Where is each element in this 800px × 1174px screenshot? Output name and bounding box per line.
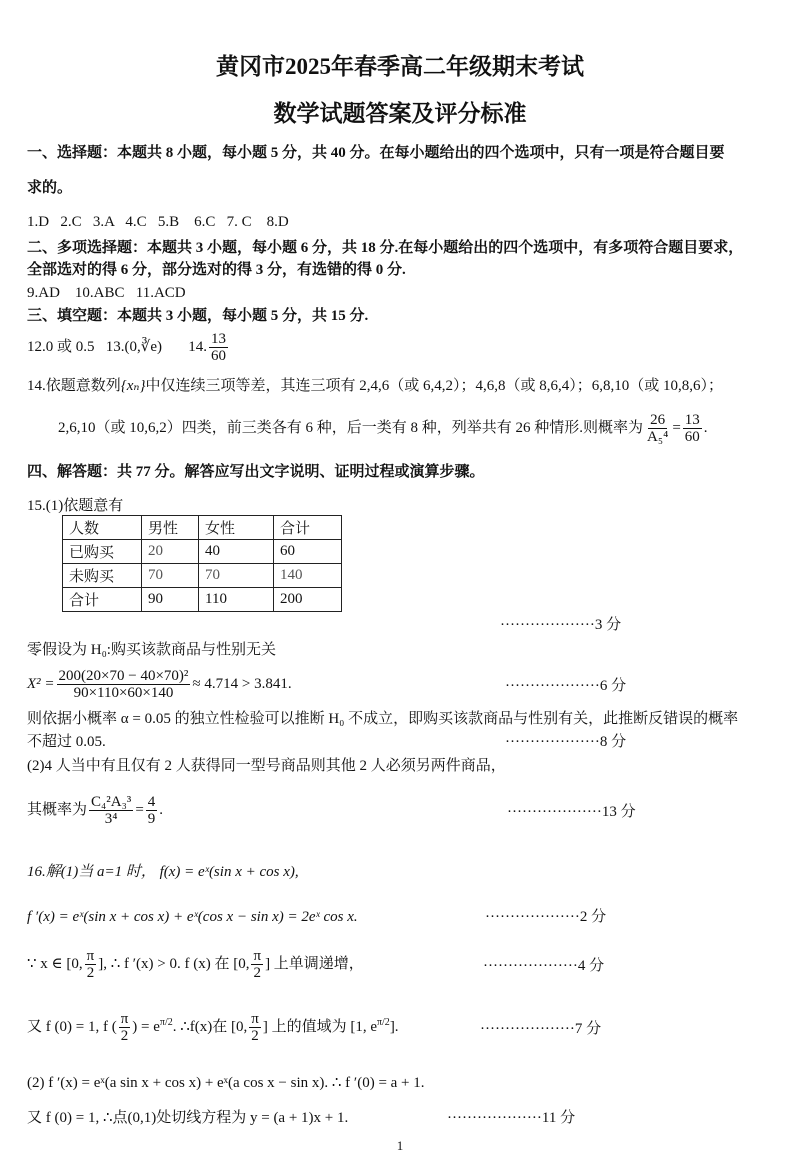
section2-heading: 二、多项选择题：本题共 3 小题，每小题 6 分，共 18 分.在每小题给出的四个选项中，有多项符合题目要求， bbox=[27, 240, 744, 256]
q14-explanation-line2: 2,6,10（或 10,6,2）四类，前三类各有 6 种，后一类有 8 种，列举共有 26 种情形.则概率为 $\frac{26}{\text{A₅⁴}}$ = $\frac{13}{60}$ . bbox=[58, 412, 708, 445]
q15-part2: (2)4 人当中有且仅有 2 人获得同一型号商品则其他 2 人必须另两件商品， bbox=[27, 758, 506, 774]
section1-heading-cont: 求的。 bbox=[27, 180, 73, 196]
chi-square-formula: X² = $\frac{\text{200(20×70 − 40×70)²}}{90\times 110\times 60\times 140}$ ≈ 4.714 > 3.841. bbox=[27, 668, 292, 701]
table-row: 已购买 20 40 60 bbox=[63, 540, 342, 564]
fraction: $\frac{13}{60}$ bbox=[684, 412, 700, 445]
score-13: ···················13 分 bbox=[507, 804, 636, 820]
probability-formula: 其概率为 $\frac{\text{C₄²A₃³}}{\text{3⁴}}$ = $\frac{4}{9}$ . bbox=[27, 794, 164, 827]
page-number: 1 bbox=[396, 1138, 404, 1153]
section3-heading: 三、填空题：本题共 3 小题，每小题 5 分，共 15 分. bbox=[27, 308, 369, 324]
contingency-table bbox=[62, 515, 342, 612]
fraction: $\frac{4}{9}$ bbox=[147, 794, 156, 827]
document-subtitle: 数学试题答案及评分标准 bbox=[273, 101, 527, 126]
score-8: ···················8 分 bbox=[505, 734, 627, 750]
answer-12: 12.0 或 0.5 bbox=[27, 338, 95, 355]
section1-heading: 一、选择题：本题共 8 小题，每小题 5 分，共 40 分。在每小题给出的四个选项中，只有一项是符合题目要 bbox=[27, 145, 725, 161]
table-row: 未购买 70 70 140 bbox=[63, 564, 342, 588]
fraction: $\frac{\pi}{2}$ bbox=[120, 1011, 129, 1044]
section3-answers bbox=[27, 331, 230, 364]
section2-answers: 9.AD 10.ABC 11.ACD bbox=[27, 285, 186, 301]
score-4: ···················4 分 bbox=[483, 958, 605, 974]
q16-line1: 16.解(1)当 a=1 时， f(x) = eˣ(sin x + cos x), bbox=[27, 864, 299, 880]
fraction: $\frac{26}{\text{A₅⁴}}$ bbox=[647, 412, 669, 445]
answer-14: 14. bbox=[188, 338, 207, 355]
fraction: $\frac{\text{C₄²A₃³}}{\text{3⁴}}$ bbox=[91, 794, 132, 827]
score-11: ···················11 分 bbox=[447, 1110, 576, 1126]
answer-13: 13.(0,∛e) bbox=[105, 338, 162, 355]
q16-line2: f ′(x) = eˣ(sin x + cos x) + eˣ(cos x − sin x) = 2eˣ cos x. bbox=[27, 909, 358, 925]
null-hypothesis: 零假设为 H₀:购买该款商品与性别无关 bbox=[27, 642, 276, 658]
q16-line5: (2) f ′(x) = eˣ(a sin x + cos x) + eˣ(a cos x − sin x). ∴ f ′(0) = a + 1. bbox=[27, 1075, 425, 1091]
score-7: ···················7 分 bbox=[480, 1021, 602, 1037]
q15-intro: 15.(1)依题意有 bbox=[27, 498, 124, 514]
fraction: $\frac{\text{200(20×70 − 40×70)²}}{90\times 110\times 60\times 140}$ bbox=[58, 668, 189, 701]
section2-heading-cont: 全部选对的得 6 分，部分选对的得 3 分，有选错的得 0 分. bbox=[27, 262, 406, 278]
q14-explanation-line1: 14.依题意数列{xₙ}中仅连续三项等差，其连三项有 2,4,6（或 6,4,2）；4,6,8（或 8,6,4）；6,8,10（或 10,8,6）； bbox=[27, 378, 724, 394]
answer-14-fraction: $\frac{13}{60}$ bbox=[210, 331, 226, 364]
table-row: 人数 男性 女性 合计 bbox=[63, 516, 342, 540]
q16-line6: 又 f (0) = 1, ∴点(0,1)处切线方程为 y = (a + 1)x + 1. bbox=[27, 1110, 349, 1126]
conclusion-line2: 不超过 0.05. bbox=[27, 734, 106, 750]
score-6: ···················6 分 bbox=[505, 678, 627, 694]
table-row: 合计 90 110 200 bbox=[63, 588, 342, 612]
section4-heading: 四、解答题：共 77 分。解答应写出文字说明、证明过程或演算步骤。 bbox=[27, 464, 485, 480]
section1-answers: 1.D 2.C 3.A 4.C 5.B 6.C 7. C 8.D bbox=[27, 214, 289, 230]
fraction: $\frac{\pi}{2}$ bbox=[251, 1011, 259, 1044]
score-2: ···················2 分 bbox=[485, 909, 607, 925]
fraction: $\frac{\pi}{2}$ bbox=[253, 948, 262, 981]
q16-line3: ∵ x ∈ [0, $\frac{\pi}{2}$ ], ∴ f ′(x) > 0. f (x) 在 [0, $\frac{\pi}{2}$ ] 上单调递增， bbox=[27, 948, 364, 981]
score-3: ···················3 分 bbox=[500, 617, 622, 633]
fraction: $\frac{\pi}{2}$ bbox=[86, 948, 95, 981]
q16-line4: 又 f (0) = 1, f ( $\frac{\pi}{2}$ ) = $e^{\pi/2}$. ∴f(x)在 [0, $\frac{\pi}{2}$ ] 上的值域为 [1, $e^{\pi/2}$]. bbox=[27, 1011, 399, 1044]
document-title: 黄冈市2025年春季高二年级期末考试 bbox=[216, 54, 584, 79]
conclusion-line1: 则依据小概率 α = 0.05 的独立性检验可以推断 H₀ 不成立，即购买该款商品与性别有关，此推断反错误的概率 bbox=[27, 711, 739, 727]
